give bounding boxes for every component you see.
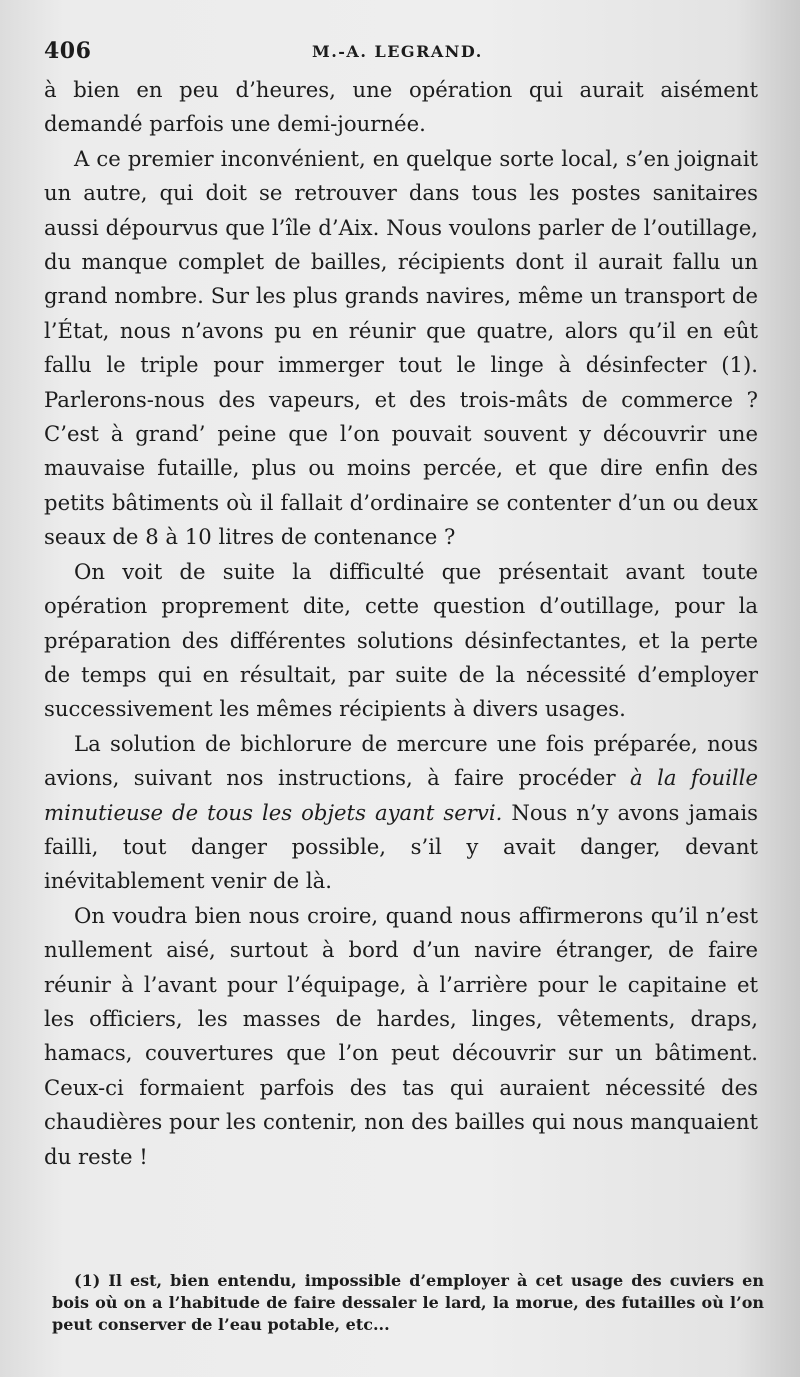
footnote-text: (1) Il est, bien entendu, impossible d’employer à cet usage des cuviers en bois où on a l’habitude de faire dessaler le lard, la morue, des futailles où l’on peut conserver de l’eau potable, etc... [52, 1271, 764, 1334]
body-text [44, 73, 758, 1174]
paragraph-continued: à bien en peu d’heures, une opération qui aurait aisément demandé parfois une demi-journée. [44, 77, 758, 137]
paragraph: On voit de suite la difficulté que présentait avant toute opération proprement dite, cette question d’outillage, pour la préparation des différentes solutions désinfectantes, et la perte de temps qui en résultait, par suite de la nécessité d’employer successivement les mêmes récipients à divers usages. [44, 558, 758, 722]
footnote [52, 1270, 764, 1336]
italic-emphasis: à la fouille minutieuse de tous les objets ayant servi. [44, 765, 758, 825]
paragraph: On voudra bien nous croire, quand nous affirmerons qu’il n’est nullement aisé, surtout à bord d’un navire étranger, de faire réunir à l’avant pour l’équipage, à l’arrière pour le capitaine et les officiers, les masses de hardes, linges, vêtements, draps, hamacs, couvertures que l’on peut découvrir sur un bâtiment. Ceux-ci formaient parfois des tas qui auraient nécessité des chaudières pour les contenir, non des bailles qui nous manquaient du reste ! [44, 902, 758, 1169]
paragraph: A ce premier inconvénient, en quelque sorte local, s’en joignait un autre, qui doit se retrouver dans tous les postes sanitaires aussi dépourvus que l’île d’Aix. Nous voulons parler de l’outillage, du manque complet de bailles, récipients dont il aurait fallu un grand nombre. Sur les plus grands navires, même un transport de l’État, nous n’avons pu en réunir que quatre, alors qu’il en eût fallu le triple pour immerger tout le linge à désinfecter (1). Parlerons-nous des vapeurs, et des trois-mâts de commerce ? C’est à grand’ peine que l’on pouvait souvent y découvrir une mauvaise futaille, plus ou moins percée, et que dire enfin des petits bâtiments où il fallait d’ordinaire se contenter d’un ou deux seaux de 8 à 10 litres de contenance ? [44, 145, 758, 550]
paragraph-text: La solution de bichlorure de mercure une fois préparée, nous avions, suivant nos instructions, à faire procéder [44, 730, 758, 791]
page-header [44, 38, 764, 72]
running-head: M.-A. LEGRAND. [312, 42, 483, 61]
paragraph-text: Nous n’y avons jamais failli, tout danger possible, s’il y avait danger, devant inévitablement venir de là. [44, 799, 758, 894]
paragraph [44, 727, 758, 899]
page-number: 406 [44, 38, 92, 64]
